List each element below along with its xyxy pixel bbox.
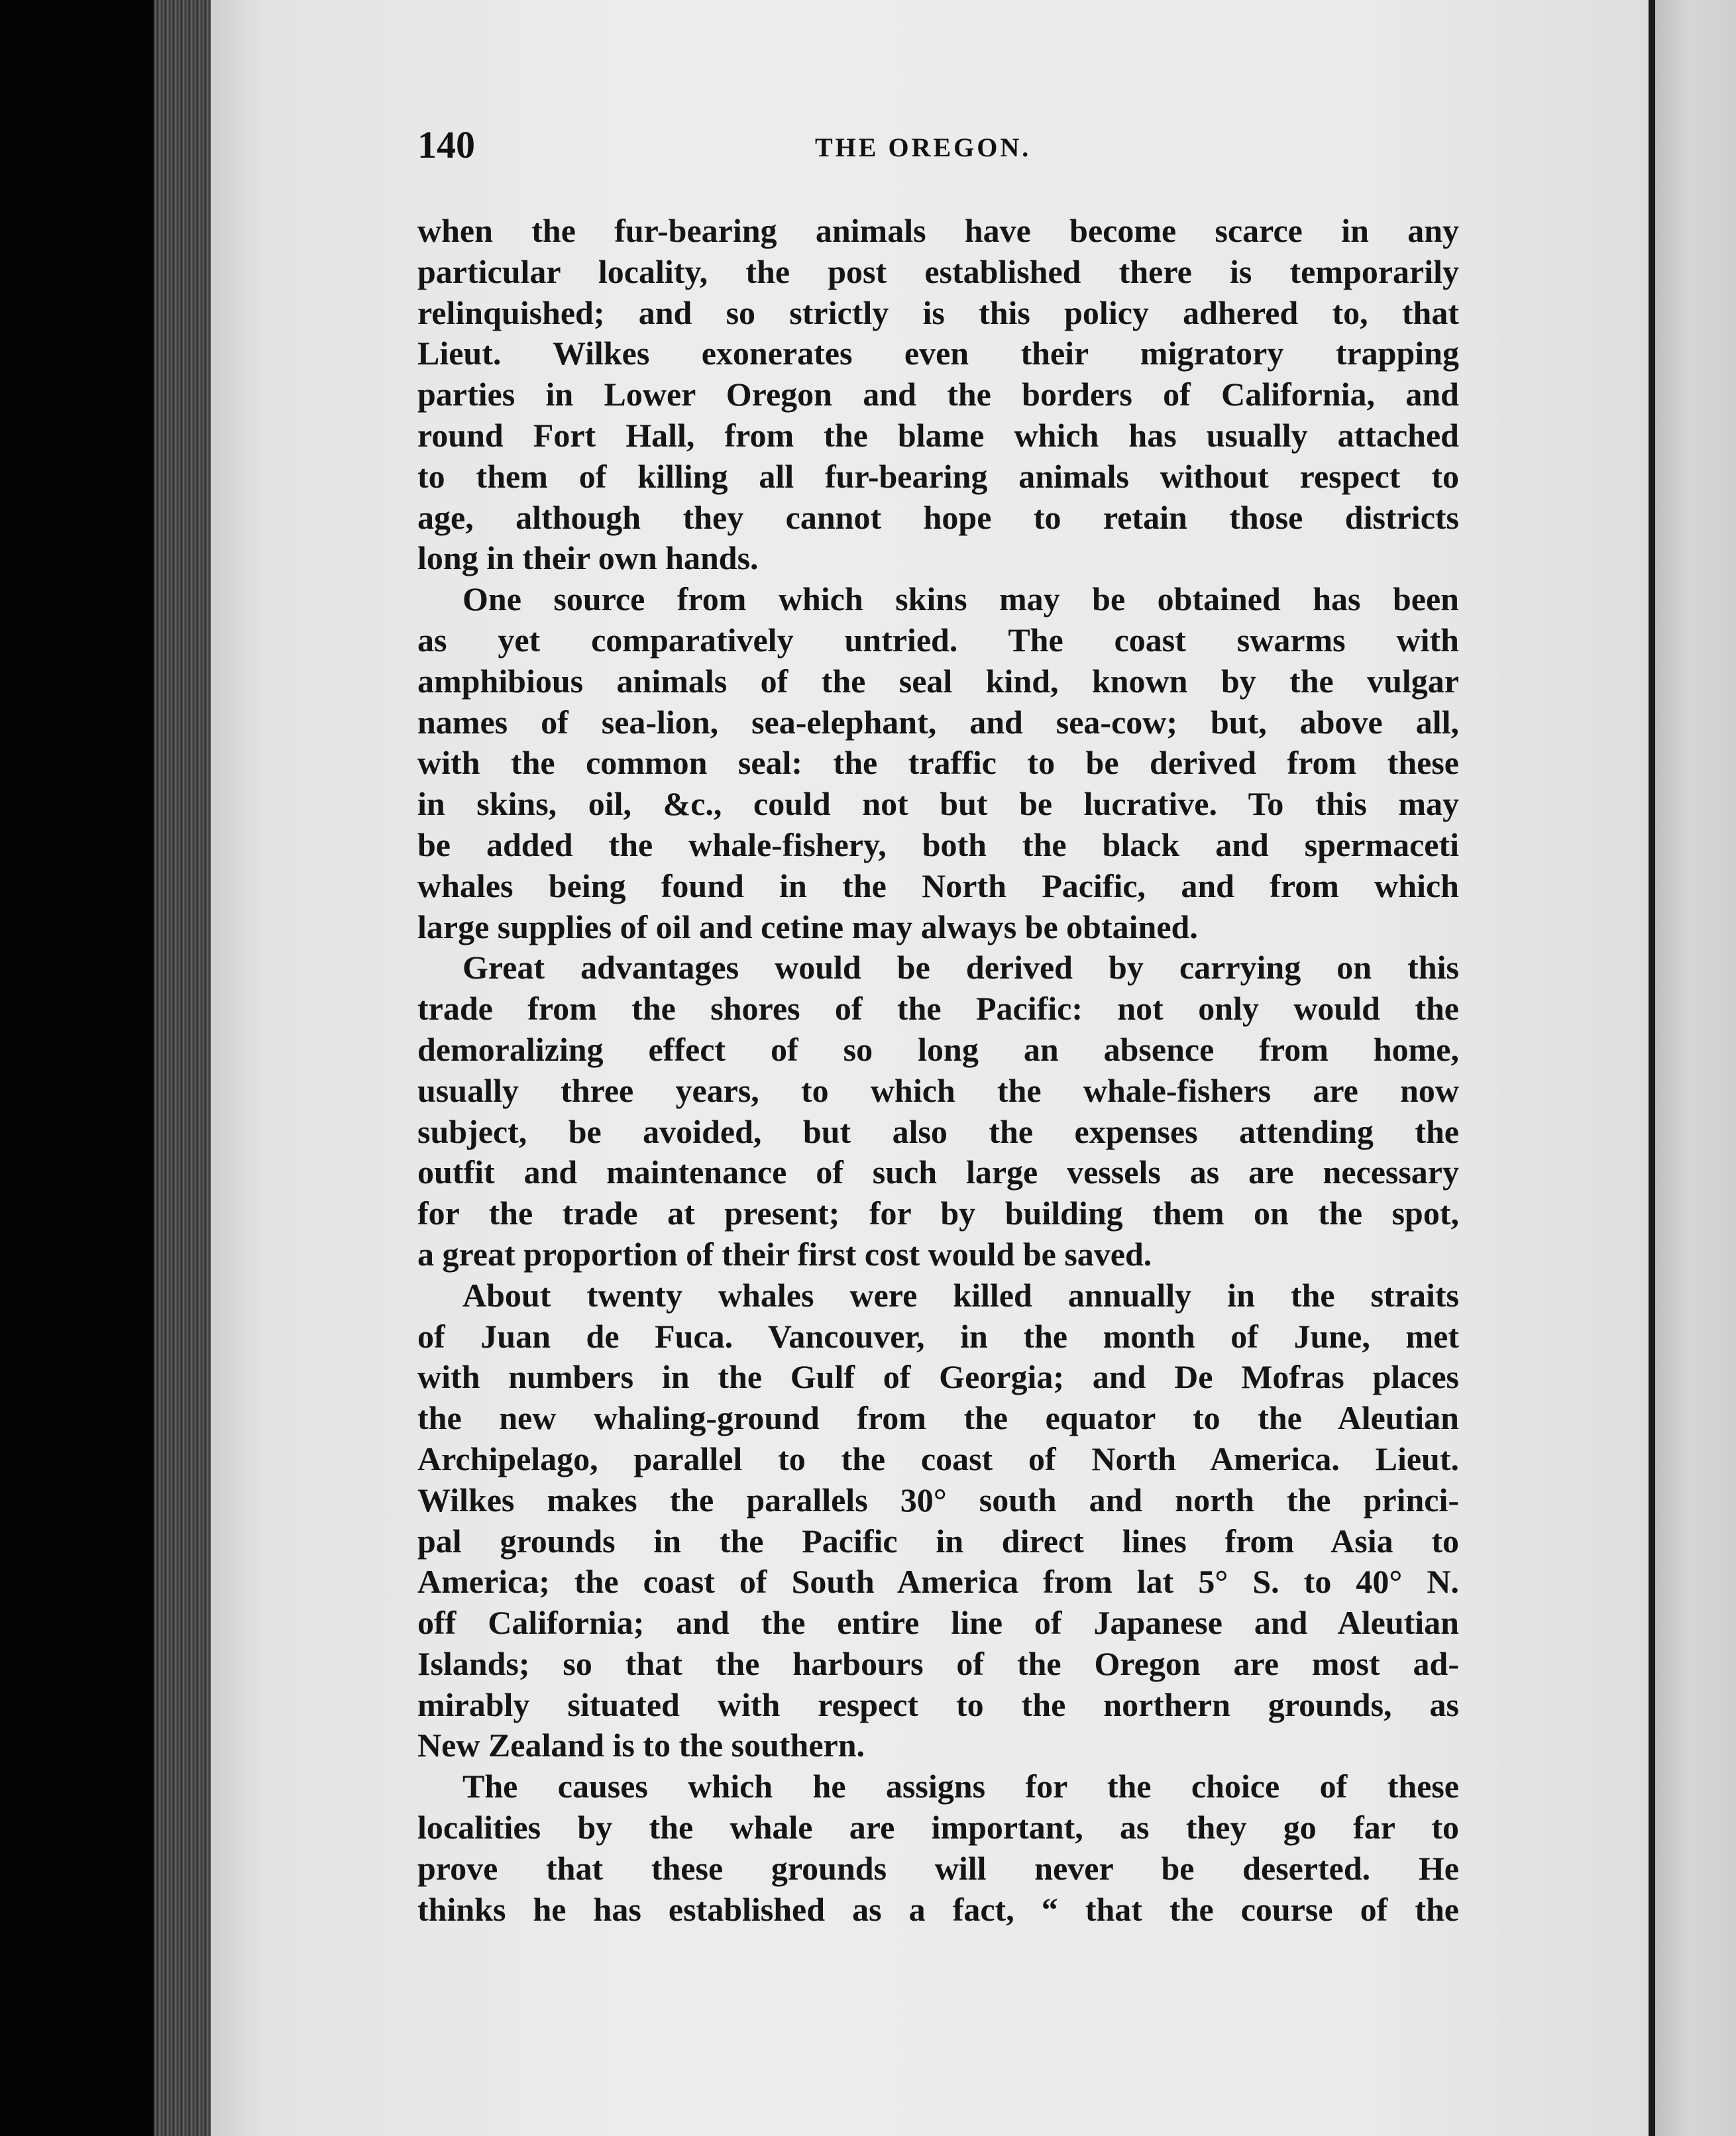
text-line: About twenty whales were killed annually in the straits: [462, 1276, 1459, 1314]
text-line: localities by the whale are important, as they go far to: [417, 1809, 1459, 1846]
text-line: Archipelago, parallel to the coast of North America. Lieut.: [417, 1440, 1459, 1477]
text-line: for the trade at present; for by building them on the spot,: [417, 1195, 1459, 1232]
facing-page-edge: [1655, 0, 1736, 2136]
text-line: pal grounds in the Pacific in direct lines from Asia to: [417, 1522, 1459, 1560]
text-line: usually three years, to which the whale-fishers are now: [417, 1071, 1459, 1109]
text-line: thinks he has established as a fact, “ that the course of the: [417, 1890, 1459, 1928]
text-line: as yet comparatively untried. The coast swarms with: [417, 621, 1459, 659]
text-line: be added the whale-fishery, both the black and spermaceti: [417, 826, 1459, 863]
text-line: America; the coast of South America from lat 5° S. to 40° N.: [417, 1563, 1459, 1601]
text-line: off California; and the entire line of Japanese and Aleutian: [417, 1604, 1459, 1642]
text-line: parties in Lower Oregon and the borders of California, and: [417, 376, 1459, 413]
text-line: One source from which skins may be obtained has been: [462, 580, 1459, 618]
page-gutter: [1649, 0, 1655, 2136]
text-line: demoralizing effect of so long an absence from home,: [417, 1030, 1459, 1068]
text-line: particular locality, the post established there is temporarily: [417, 252, 1459, 290]
text-line: in skins, oil, &c., could not but be lucrative. To this may: [417, 785, 1459, 823]
text-line: outfit and maintenance of such large vessels as are necessary: [417, 1153, 1459, 1191]
text-line: names of sea-lion, sea-elephant, and sea-cow; but, above all,: [417, 703, 1459, 741]
text-line: amphibious animals of the seal kind, known by the vulgar: [417, 662, 1459, 700]
text-line: trade from the shores of the Pacific: not only would the: [417, 990, 1459, 1028]
text-line: large supplies of oil and cetine may always be obtained.: [417, 908, 1198, 945]
text-line: of Juan de Fuca. Vancouver, in the month of June, met: [417, 1317, 1459, 1355]
text-line: long in their own hands.: [417, 539, 759, 577]
text-line: Wilkes makes the parallels 30° south and north the princi-: [417, 1481, 1459, 1519]
text-line: mirably situated with respect to the northern grounds, as: [417, 1685, 1459, 1723]
text-line: a great proportion of their first cost would be saved.: [417, 1235, 1152, 1273]
text-line: relinquished; and so strictly is this policy adhered to, that: [417, 294, 1459, 331]
text-line: prove that these grounds will never be deserted. He: [417, 1849, 1459, 1887]
page-number: 140: [417, 123, 475, 166]
book-page-edges: [154, 0, 211, 2136]
text-line: Lieut. Wilkes exonerates even their migratory trapping: [417, 335, 1459, 372]
text-line: Great advantages would be derived by carrying on this: [462, 949, 1459, 987]
text-line: whales being found in the North Pacific, and from which: [417, 867, 1459, 904]
text-line: round Fort Hall, from the blame which has usually attached: [417, 416, 1459, 454]
body-text: [417, 211, 1459, 1930]
text-line: Islands; so that the harbours of the Oregon are most ad-: [417, 1644, 1459, 1682]
text-line: with the common seal: the traffic to be derived from these: [417, 744, 1459, 782]
text-line: to them of killing all fur-bearing animals without respect to: [417, 457, 1459, 495]
text-line: when the fur-bearing animals have become scarce in any: [417, 212, 1459, 249]
running-head: THE OREGON.: [815, 133, 1032, 162]
text-line: The causes which he assigns for the choice of these: [462, 1768, 1459, 1805]
page-header: [417, 123, 1464, 176]
text-line: subject, be avoided, but also the expenses attending the: [417, 1112, 1459, 1150]
text-line: with numbers in the Gulf of Georgia; and De Mofras places: [417, 1358, 1459, 1396]
text-line: age, although they cannot hope to retain those districts: [417, 498, 1459, 536]
text-line: the new whaling-ground from the equator to the Aleutian: [417, 1399, 1459, 1437]
text-line: New Zealand is to the southern.: [417, 1727, 865, 1764]
scan-border-left: [0, 0, 154, 2136]
